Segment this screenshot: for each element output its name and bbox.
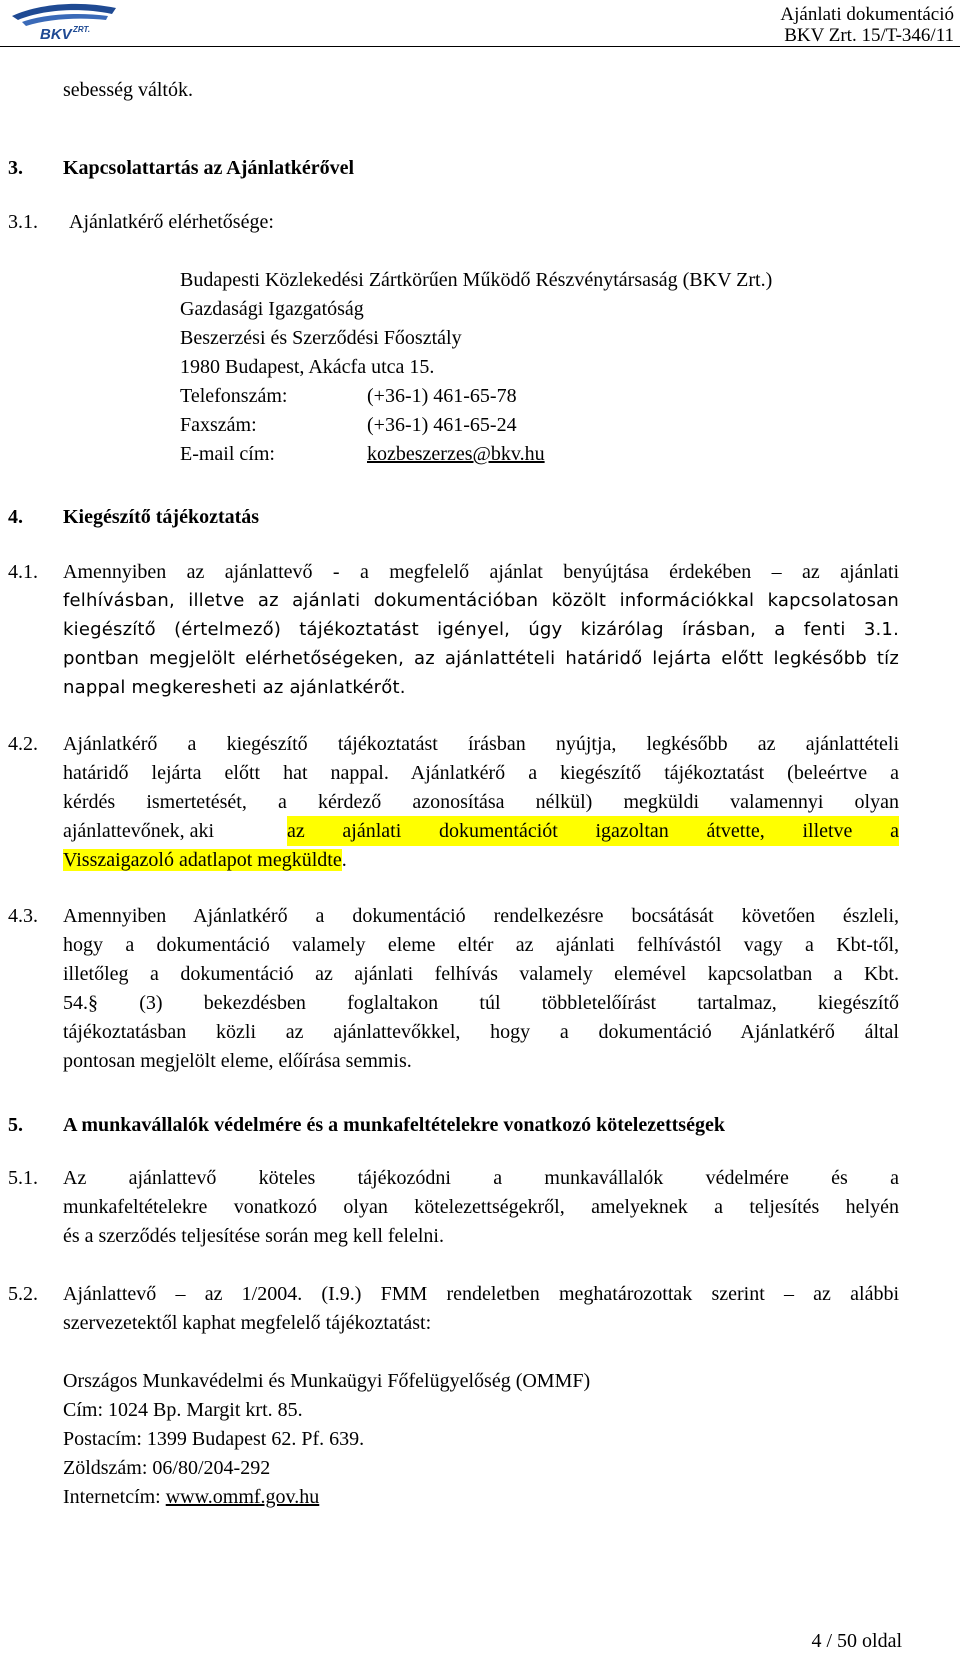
org-line: Postacím: 1399 Budapest 62. Pf. 639. — [63, 1428, 365, 1450]
fax-label: Faxszám: — [180, 414, 257, 436]
line-tail: . — [341, 849, 347, 871]
address-line: Budapesti Közlekedési Zártkörűen Működő Részvénytársaság (BKV Zrt.) — [180, 269, 773, 291]
paragraph-line: pontosan megjelölt eleme, előírása semmis. — [63, 1050, 412, 1072]
paragraph-4-3-number: 4.3. — [8, 905, 38, 927]
paragraph-line-plain: ajánlattevőnek, aki — [63, 820, 215, 842]
paragraph-line: hogy a dokumentáció valamely eleme eltér az ajánlati felhívástól vagy a Kbt-től, — [63, 934, 899, 956]
paragraph-line: felhívásban, illetve az ajánlati dokumentációban közölt információkkal kapcsolatosan — [63, 590, 899, 611]
paragraph-line: szervezetektől kaphat megfelelő tájékoztatást: — [63, 1312, 432, 1334]
paragraph-line: kérdés ismertetését, a kérdező azonosítása nélkül) megküldi valamennyi olyan — [63, 791, 899, 813]
paragraph-line: határidő lejárta előtt hat nappal. Ajánlatkérő a kiegészítő tájékoztatást (beleértve a — [63, 762, 899, 784]
paragraph-line: Az ajánlattevő köteles tájékozódni a munkavállalók védelmére és a — [63, 1167, 899, 1189]
paragraph-line: Ajánlatkérő a kiegészítő tájékoztatást írásban nyújtja, legkésőbb az ajánlattételi — [63, 733, 899, 755]
subsection-3-1-number: 3.1. — [8, 211, 38, 233]
paragraph-line: illetőleg a dokumentáció az ajánlati felhívás valamely elemével kapcsolatban a Kbt. — [63, 963, 899, 985]
bkv-logo — [8, 2, 120, 42]
address-line: 1980 Budapest, Akácfa utca 15. — [180, 356, 435, 378]
org-line: Cím: 1024 Bp. Margit krt. 85. — [63, 1399, 303, 1421]
fax-value: (+36-1) 461-65-24 — [367, 414, 517, 436]
highlighted-text: az ajánlati dokumentációt igazoltan átvette, illetve a — [287, 816, 899, 846]
header-title: Ajánlati dokumentáció — [780, 4, 954, 25]
internet-link[interactable]: www.ommf.gov.hu — [165, 1486, 320, 1508]
paragraph-line: Amennyiben az ajánlattevő - a megfelelő ajánlat benyújtása érdekében – az ajánlati — [63, 561, 899, 583]
header-divider — [0, 46, 960, 47]
section-3-number: 3. — [8, 157, 23, 179]
paragraph-line: és a szerződés teljesítése során meg kell felelni. — [63, 1225, 444, 1247]
paragraph-line: kiegészítő (értelmező) tájékoztatást igényel, úgy kizárólag írásban, a fenti 3.1. — [63, 619, 899, 640]
section-5-heading: A munkavállalók védelmére és a munkafeltételekre vonatkozó kötelezettségek — [63, 1114, 725, 1136]
svg-text:ZRT.: ZRT. — [73, 25, 91, 34]
intro-text: sebesség váltók. — [63, 79, 193, 101]
paragraph-line: 54.§ (3) bekezdésben foglaltakon túl többletelőírást tartalmaz, kiegészítő — [63, 992, 899, 1014]
email-label: E-mail cím: — [180, 443, 275, 465]
section-3-heading: Kapcsolattartás az Ajánlatkérővel — [63, 157, 355, 179]
internet-line — [63, 1482, 319, 1512]
paragraph-5-2-number: 5.2. — [8, 1283, 38, 1305]
internet-label: Internetcím: — [63, 1486, 166, 1508]
address-line: Beszerzési és Szerződési Főosztály — [180, 327, 462, 349]
address-line: Gazdasági Igazgatóság — [180, 298, 364, 320]
header-ref: BKV Zrt. 15/T-346/11 — [784, 25, 954, 46]
org-line: Országos Munkavédelmi és Munkaügyi Főfelügyelőség (OMMF) — [63, 1370, 591, 1392]
paragraph-line: pontban megjelölt elérhetőségeken, az ajánlattételi határidő lejárta előtt legkésőbb tíz — [63, 648, 899, 669]
section-4-heading: Kiegészítő tájékoztatás — [63, 506, 260, 528]
subsection-3-1-title: Ajánlatkérő elérhetősége: — [69, 211, 274, 233]
paragraph-line: tájékoztatásban közli az ajánlattevőkkel, hogy a dokumentáció Ajánlatkérő által — [63, 1021, 899, 1043]
paragraph-line: nappal megkeresheti az ajánlatkérőt. — [63, 677, 406, 698]
paragraph-line: munkafeltételekre vonatkozó olyan kötelezettségekről, amelyeknek a teljesítés helyén — [63, 1196, 899, 1218]
paragraph-4-2-number: 4.2. — [8, 733, 38, 755]
section-4-number: 4. — [8, 506, 23, 528]
svg-text:BKV: BKV — [40, 26, 72, 42]
email-link[interactable]: kozbeszerzes@bkv.hu — [367, 443, 545, 465]
org-line: Zöldszám: 06/80/204-292 — [63, 1457, 271, 1479]
paragraph-5-1-number: 5.1. — [8, 1167, 38, 1189]
phone-label: Telefonszám: — [180, 385, 288, 407]
paragraph-line: Amennyiben Ajánlatkérő a dokumentáció rendelkezésre bocsátását követően észleli, — [63, 905, 899, 927]
highlighted-line — [63, 845, 347, 875]
page-number: 4 / 50 oldal — [811, 1630, 902, 1652]
section-5-number: 5. — [8, 1114, 23, 1136]
highlighted-text: Visszaigazoló adatlapot megküldte — [63, 849, 342, 871]
paragraph-line: Ajánlattevő – az 1/2004. (I.9.) FMM rendeletben meghatározottak szerint – az alábbi — [63, 1283, 899, 1305]
phone-value: (+36-1) 461-65-78 — [367, 385, 517, 407]
paragraph-4-1-number: 4.1. — [8, 561, 38, 583]
